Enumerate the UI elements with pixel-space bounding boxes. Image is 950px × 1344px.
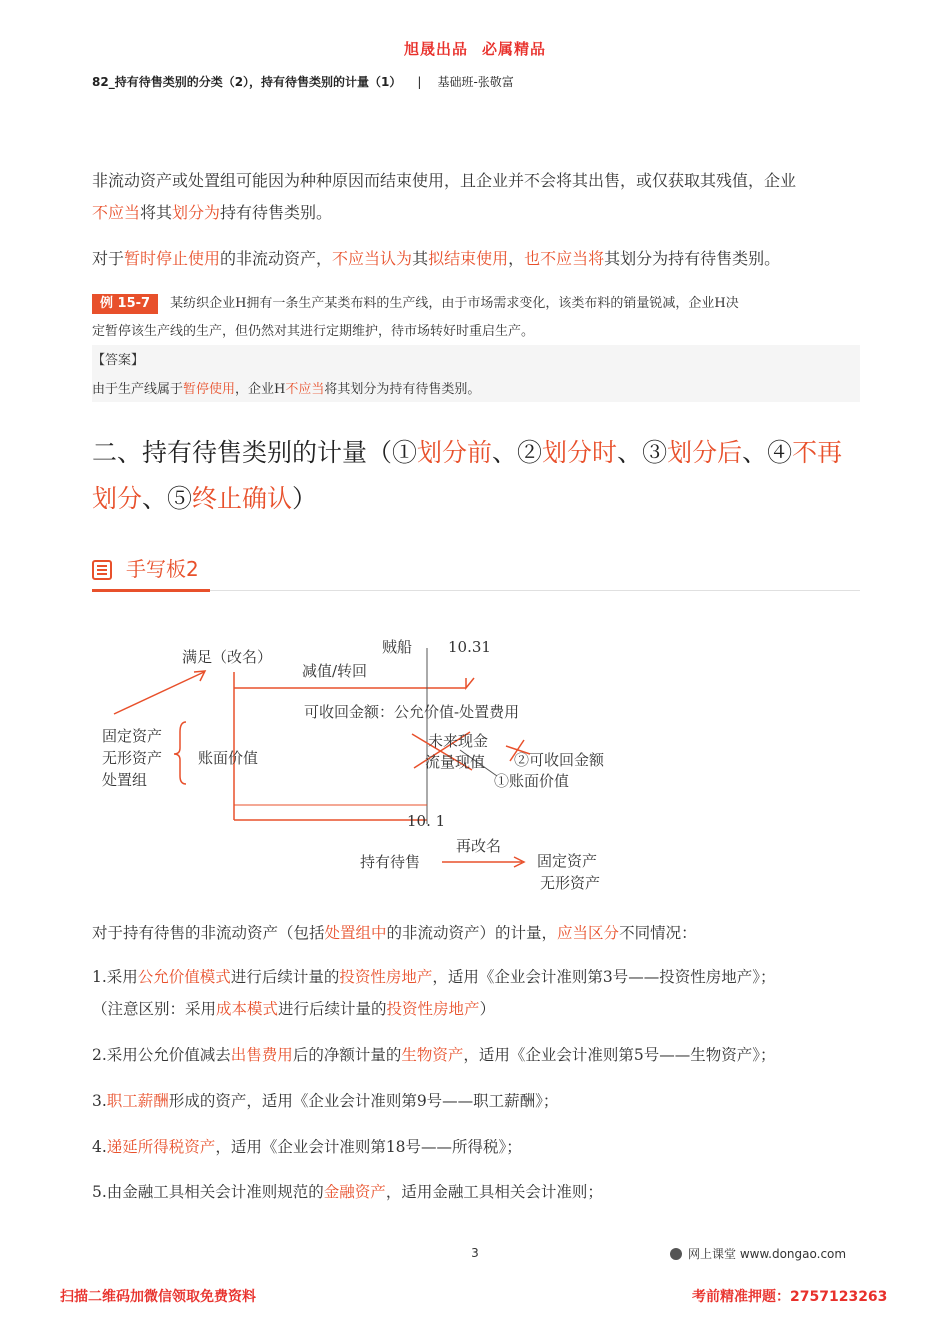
example-text-1: 某纺织企业H拥有一条生产某类布料的生产线，由于市场需求变化，该类布料的销量锐减，企业H决 (170, 296, 739, 311)
label-asset-3: 处置组 (102, 771, 148, 789)
i5-hl1: 金融资产 (323, 1183, 386, 1201)
label-held-for-sale: 持有待售 (360, 853, 421, 871)
list-item-3 (92, 1086, 872, 1116)
footer-promo-left: 扫描二维码加微信领取免费资料 (60, 1289, 256, 1305)
site-logo-icon (670, 1248, 682, 1260)
sec-hl2: 划分时 (542, 438, 618, 467)
sec-hl6: 终止确认 (192, 484, 293, 513)
i1-t2: 进行后续计量的 (230, 968, 340, 986)
handwriting-title: 手写板2 (126, 557, 199, 581)
divider-accent (92, 589, 210, 592)
sec-t2: 、② (492, 438, 543, 467)
label-book-value: 账面价值 (198, 749, 259, 767)
i3-hl1: 职工薪酬 (106, 1092, 169, 1110)
i4-t2: ，适用《企业会计准则第18号——所得税》； (215, 1138, 522, 1156)
i1-hl1: 公允价值模式 (137, 968, 231, 986)
example-block (92, 290, 862, 346)
p2-hl-2: 不应当认为 (332, 249, 413, 268)
label-asset-2: 无形资产 (102, 749, 163, 767)
label-date-1: 10.31 (448, 638, 491, 656)
label-impair: 减值/转回 (302, 662, 368, 680)
sec-hl1: 划分前 (417, 438, 493, 467)
answer-text (92, 378, 480, 397)
section-heading (92, 430, 872, 522)
site-text: 网上课堂 www.dongao.com (688, 1247, 847, 1261)
p2-text-5: 其划分为持有待售类别。 (604, 249, 781, 268)
p2-text-2: 的非流动资产， (220, 249, 333, 268)
sec-t4: 、④ (742, 438, 793, 467)
label-future-cash-1: 未来现金 (428, 732, 489, 750)
list-item-1 (92, 962, 872, 992)
p2-text-3: 其 (412, 249, 429, 268)
label-recoverable-formula: 可收回金额：公允价值-处置费用 (304, 703, 520, 721)
i1n-hl2: 投资性房地产 (386, 1000, 480, 1018)
section-line-2 (92, 476, 872, 522)
p1-hl-1: 不应当 (92, 203, 141, 222)
example-line2: 定暂停该生产线的生产，但仍然对其进行定期维护，待市场转好时重启生产。 (92, 324, 535, 339)
p2-hl-4: 也不应当将 (524, 249, 605, 268)
answer-label: 【答案】 (92, 353, 145, 368)
banner-left: 旭晟出品 (403, 40, 468, 58)
intro-hl2: 应当区分 (557, 924, 620, 942)
site-credit (670, 1245, 846, 1262)
section-line-1 (92, 430, 872, 476)
label-target-1: 固定资产 (537, 852, 598, 870)
example-tag: 例 15-7 (92, 294, 158, 314)
p1-text-1: 将其 (140, 203, 173, 222)
i1-t1: 1.采用 (92, 968, 138, 986)
paragraph-1 (92, 165, 862, 229)
i1n-t3: ） (479, 1000, 496, 1018)
footer-promo-right: 考前精准押题：2757123263 (692, 1289, 888, 1305)
sec-t3: 、③ (617, 438, 668, 467)
doc-header (92, 73, 514, 90)
top-banner (0, 38, 950, 59)
page-number: 3 (471, 1246, 479, 1260)
intro-t3: 不同情况： (619, 924, 697, 942)
i4-hl1: 递延所得税资产 (106, 1138, 216, 1156)
list-item-5 (92, 1177, 872, 1207)
i5-t1: 5.由金融工具相关会计准则规范的 (92, 1183, 324, 1201)
p1-line2 (92, 197, 862, 229)
sec-t6: ） (292, 484, 318, 513)
label-recoverable: ②可收回金额 (514, 751, 605, 769)
p1-hl-2: 划分为 (172, 203, 221, 222)
list-item-2 (92, 1040, 872, 1070)
label-satisfy: 满足（改名） (182, 648, 273, 666)
label-rename: 再改名 (456, 837, 502, 855)
sec-hl4: 不再 (792, 438, 843, 467)
list-item-4 (92, 1132, 872, 1162)
i1-hl2: 投资性房地产 (339, 968, 433, 986)
answer-hl-1: 暂停使用 (183, 382, 236, 397)
banner-right: 必属精品 (482, 40, 547, 58)
i1n-t1: （注意区别：采用 (92, 1000, 217, 1018)
intro-hl1: 处置组中 (324, 924, 387, 942)
intro-t1: 对于持有待售的非流动资产（包括 (92, 924, 325, 942)
i2-hl1: 出售费用 (230, 1046, 293, 1064)
sec-t5: 、⑤ (142, 484, 193, 513)
p2-text-1: 对于 (92, 249, 125, 268)
list-item-1-note (92, 994, 872, 1024)
answer-block (92, 345, 860, 402)
label-target-2: 无形资产 (540, 874, 601, 892)
label-future-cash-2: 流量现值 (425, 753, 486, 771)
answer-text-2: ，企业H (235, 382, 286, 397)
i4-t1: 4. (92, 1138, 107, 1156)
handwriting-diagram (92, 612, 712, 902)
header-separator: | (417, 75, 422, 89)
paragraph-2 (92, 243, 862, 275)
i1n-t2: 进行后续计量的 (278, 1000, 387, 1018)
example-line1 (92, 290, 862, 318)
p2-text-4: ， (508, 249, 525, 268)
label-book-value-2: ①账面价值 (494, 772, 570, 790)
i3-t1: 3. (92, 1092, 107, 1110)
i1-t3: ，适用《企业会计准则第3号——投资性房地产》； (432, 968, 776, 986)
answer-hl-2: 不应当 (285, 382, 325, 397)
handwriting-heading (92, 553, 199, 582)
p1-line1: 非流动资产或处置组可能因为种种原因而结束使用，且企业并不会将其出售，或仅获取其残值，企业 (92, 171, 797, 190)
p2-hl-3: 拟结束使用 (428, 249, 509, 268)
intro-line (92, 918, 872, 948)
sec-hl5: 划分 (92, 484, 143, 513)
sec-hl3: 划分后 (667, 438, 743, 467)
i1n-hl1: 成本模式 (216, 1000, 279, 1018)
doc-title: 82_持有待售类别的分类（2），持有待售类别的计量（1） (92, 75, 402, 89)
i5-t2: ，适用金融工具相关会计准则； (385, 1183, 603, 1201)
sec-t1: 二、持有待售类别的计量（① (92, 438, 418, 467)
label-date-2: 10. 1 (407, 812, 446, 830)
teacher-label: 基础班-张敬富 (437, 75, 514, 89)
i2-t1: 2.采用公允价值减去 (92, 1046, 231, 1064)
label-pirate: 贼船 (382, 638, 413, 656)
label-asset-1: 固定资产 (102, 727, 163, 745)
p1-text-2: 持有待售类别。 (220, 203, 333, 222)
p2-hl-1: 暂时停止使用 (124, 249, 221, 268)
i2-t3: ，适用《企业会计准则第5号——生物资产》； (463, 1046, 776, 1064)
answer-text-1: 由于生产线属于 (92, 382, 184, 397)
answer-text-3: 将其划分为持有待售类别。 (324, 382, 481, 397)
notepad-icon (92, 560, 112, 580)
i2-hl2: 生物资产 (401, 1046, 464, 1064)
i2-t2: 后的净额计量的 (292, 1046, 402, 1064)
intro-t2: 的非流动资产）的计量， (386, 924, 558, 942)
i3-t2: 形成的资产，适用《企业会计准则第9号——职工薪酬》； (168, 1092, 559, 1110)
